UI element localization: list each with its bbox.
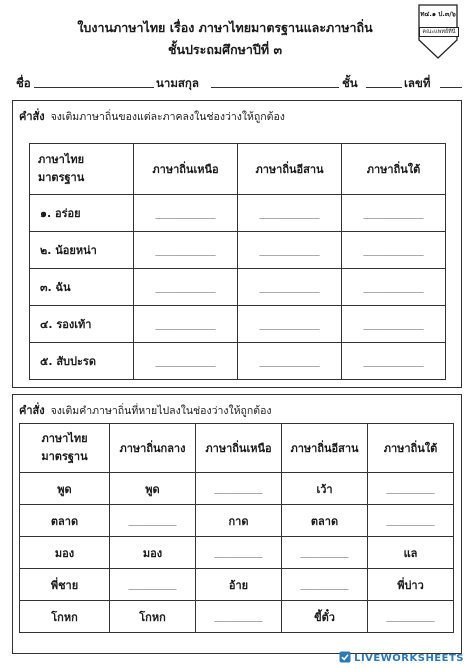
column-header-isan: ภาษาถิ่นอีสาน <box>238 144 342 195</box>
column-header-north: ภาษาถิ่นเหนือ <box>196 424 282 473</box>
south-cell: พี่บ่าว <box>368 569 454 601</box>
standard-word: โกหก <box>20 601 110 633</box>
answer-blank[interactable]: ________ <box>196 537 282 569</box>
section-one <box>12 100 462 388</box>
answer-blank[interactable]: __________ <box>134 343 238 380</box>
worksheet-subtitle: ชั้นประถมศึกษาปีที่ ๓ <box>167 42 283 57</box>
table-row <box>20 473 454 505</box>
column-header-standard: ภาษาไทย มาตรฐาน <box>20 424 110 473</box>
class-field[interactable] <box>366 87 402 88</box>
worksheet-title: ใบงานภาษาไทย เรื่อง ภาษาไทยมาตรฐานและภาษาถิ่น <box>77 20 373 35</box>
name-field[interactable] <box>34 87 154 88</box>
answer-blank[interactable]: ________ <box>110 505 196 537</box>
answer-blank[interactable]: ________ <box>368 505 454 537</box>
isan-cell: ตลาด <box>282 505 368 537</box>
instruction-label: คำสั่ง <box>19 404 45 417</box>
brand-text: LIVEWORKSHEETS <box>354 653 464 664</box>
column-header-south: ภาษาถิ่นใต้ <box>368 424 454 473</box>
answer-blank[interactable]: __________ <box>134 269 238 306</box>
answer-blank[interactable]: __________ <box>238 306 342 343</box>
number-label: เลขที่ <box>404 76 431 90</box>
column-header-south: ภาษาถิ่นใต้ <box>342 144 446 195</box>
answer-blank[interactable]: ________ <box>196 601 282 633</box>
answer-blank[interactable]: __________ <box>238 232 342 269</box>
surname-label: นามสกุล <box>156 76 199 90</box>
answer-blank[interactable]: __________ <box>342 269 446 306</box>
student-info-row <box>16 72 462 92</box>
standard-word: มอง <box>20 537 110 569</box>
standard-word: พูด <box>20 473 110 505</box>
dialect-table-one <box>29 143 446 380</box>
answer-blank[interactable]: ________ <box>196 473 282 505</box>
section-two <box>12 394 462 654</box>
section-two-instruction <box>19 401 272 419</box>
answer-blank[interactable]: __________ <box>238 343 342 380</box>
standard-word: ๔. รองเท้า <box>30 306 134 343</box>
column-header-standard: ภาษาไทย มาตรฐาน <box>30 144 134 195</box>
number-field[interactable] <box>440 87 462 88</box>
table-row <box>30 306 446 343</box>
table-row <box>20 505 454 537</box>
section-one-instruction <box>19 107 285 125</box>
liveworksheets-brand <box>339 651 464 667</box>
indicator-badge <box>418 4 458 60</box>
column-header-north: ภาษาถิ่นเหนือ <box>134 144 238 195</box>
answer-blank[interactable]: __________ <box>342 343 446 380</box>
surname-field[interactable] <box>211 87 339 88</box>
answer-blank[interactable]: __________ <box>134 232 238 269</box>
class-label: ชั้น <box>342 76 358 90</box>
liveworksheets-logo-icon <box>339 651 351 663</box>
answer-blank[interactable]: __________ <box>342 195 446 232</box>
isan-cell: ขี้ตั๋ว <box>282 601 368 633</box>
answer-blank[interactable]: __________ <box>134 195 238 232</box>
table-row <box>30 343 446 380</box>
standard-word: ๕. สับปะรด <box>30 343 134 380</box>
answer-blank[interactable]: __________ <box>238 269 342 306</box>
instruction-label: คำสั่ง <box>19 110 45 123</box>
name-label: ชื่อ <box>16 76 31 90</box>
standard-word: ตลาด <box>20 505 110 537</box>
table-row <box>20 537 454 569</box>
isan-cell: เว้า <box>282 473 368 505</box>
table-row <box>30 195 446 232</box>
table-row <box>30 269 446 306</box>
answer-blank[interactable]: ________ <box>368 601 454 633</box>
north-cell: อ้าย <box>196 569 282 601</box>
answer-blank[interactable]: __________ <box>342 306 446 343</box>
answer-blank[interactable]: ________ <box>282 569 368 601</box>
table-row <box>20 601 454 633</box>
standard-word: ๓. ฉัน <box>30 269 134 306</box>
answer-blank[interactable]: ________ <box>110 569 196 601</box>
central-cell: พูด <box>110 473 196 505</box>
central-cell: มอง <box>110 537 196 569</box>
central-cell: โกหก <box>110 601 196 633</box>
answer-blank[interactable]: __________ <box>134 306 238 343</box>
instruction-text: จงเติมภาษาถิ่นของแต่ละภาคลงในช่องว่างให้ถูกต้อง <box>50 111 285 123</box>
answer-blank[interactable]: __________ <box>238 195 342 232</box>
table-row <box>30 232 446 269</box>
south-cell: แล <box>368 537 454 569</box>
standard-word: พี่ชาย <box>20 569 110 601</box>
standard-word: ๒. น้อยหน่า <box>30 232 134 269</box>
instruction-text: จงเติมคำภาษาถิ่นที่หายไปลงในช่องว่างให้ถูกต้อง <box>50 405 272 417</box>
answer-blank[interactable]: ________ <box>368 473 454 505</box>
answer-blank[interactable]: ________ <box>282 537 368 569</box>
standard-word: ๑. อร่อย <box>30 195 134 232</box>
column-header-central: ภาษาถิ่นกลาง <box>110 424 196 473</box>
answer-blank[interactable]: __________ <box>342 232 446 269</box>
dialect-table-two <box>19 423 454 633</box>
table-row <box>20 569 454 601</box>
column-header-isan: ภาษาถิ่นอีสาน <box>282 424 368 473</box>
badge-label: คณะแพทย์ที่นี <box>419 27 459 37</box>
north-cell: กาด <box>196 505 282 537</box>
badge-code: ท๔.๑ ป.๓/๖ <box>420 10 456 18</box>
